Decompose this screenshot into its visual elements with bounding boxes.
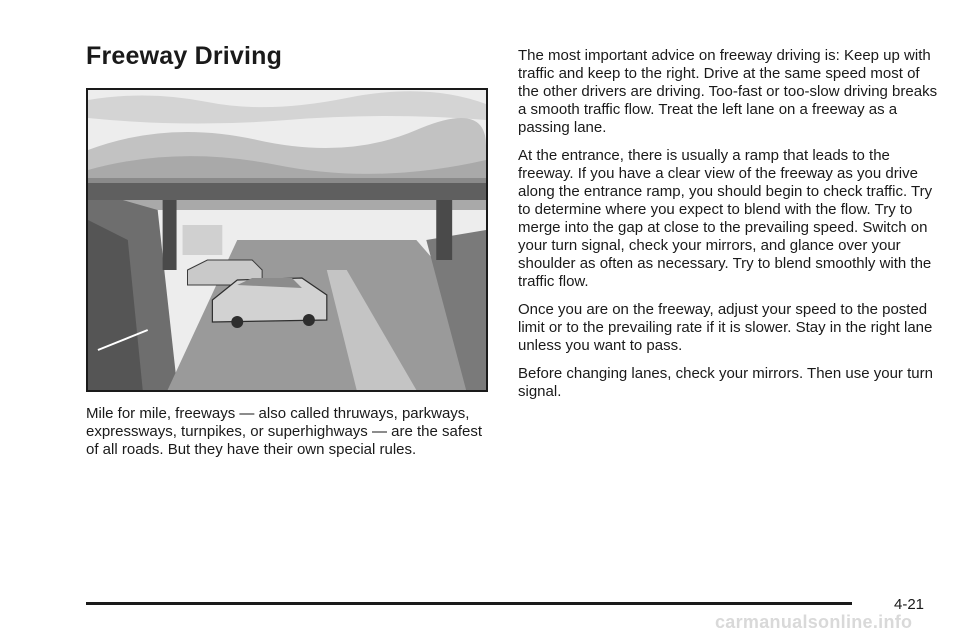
body-paragraph: The most important advice on freeway driving is: Keep up with traffic and keep to the right. Drive at the same speed most of the other drivers are driving. Too-fast or too-slow driving breaks a smooth traffic flow. Treat the left lane on a freeway as a passing lane.	[518, 47, 938, 136]
car-wheel	[231, 316, 243, 328]
footer-rule	[86, 602, 852, 605]
page-title: Freeway Driving	[86, 42, 283, 70]
page-number: 4-21	[894, 596, 925, 613]
overpass-deck	[88, 182, 486, 200]
freeway-scene-drawing	[88, 90, 486, 390]
overpass-pillar-left	[163, 200, 177, 270]
body-paragraph: Once you are on the freeway, adjust your speed to the posted limit or to the prevailing rate if it is slower. Stay in the right lane unless you want to pass.	[518, 301, 933, 354]
right-column	[518, 47, 938, 411]
intro-paragraph: Mile for mile, freeways — also called thruways, parkways, expressways, turnpikes, or superhighways — are the safest of all roads. But they have their own special rules.	[86, 405, 483, 458]
freeway-illustration	[86, 88, 488, 392]
watermark-text: carmanualsonline.info	[715, 612, 913, 632]
overpass-pillar-right	[436, 200, 452, 260]
body-paragraph: At the entrance, there is usually a ramp that leads to the freeway. If you have a clear view of the freeway as you drive along the entrance ramp, you should begin to check traffic. Try to determine where you expect to blend with the flow. Try to merge into the gap at close to the prevailing speed. Switch on your turn signal, check your mirrors, and glance over your shoulder as often as necessary. Try to blend smoothly with the traffic flow.	[518, 147, 933, 290]
body-paragraph: Before changing lanes, check your mirrors. Then use your turn signal.	[518, 365, 933, 400]
underpass-opening	[183, 225, 223, 255]
car-wheel	[303, 314, 315, 326]
overpass-railing	[88, 178, 486, 183]
